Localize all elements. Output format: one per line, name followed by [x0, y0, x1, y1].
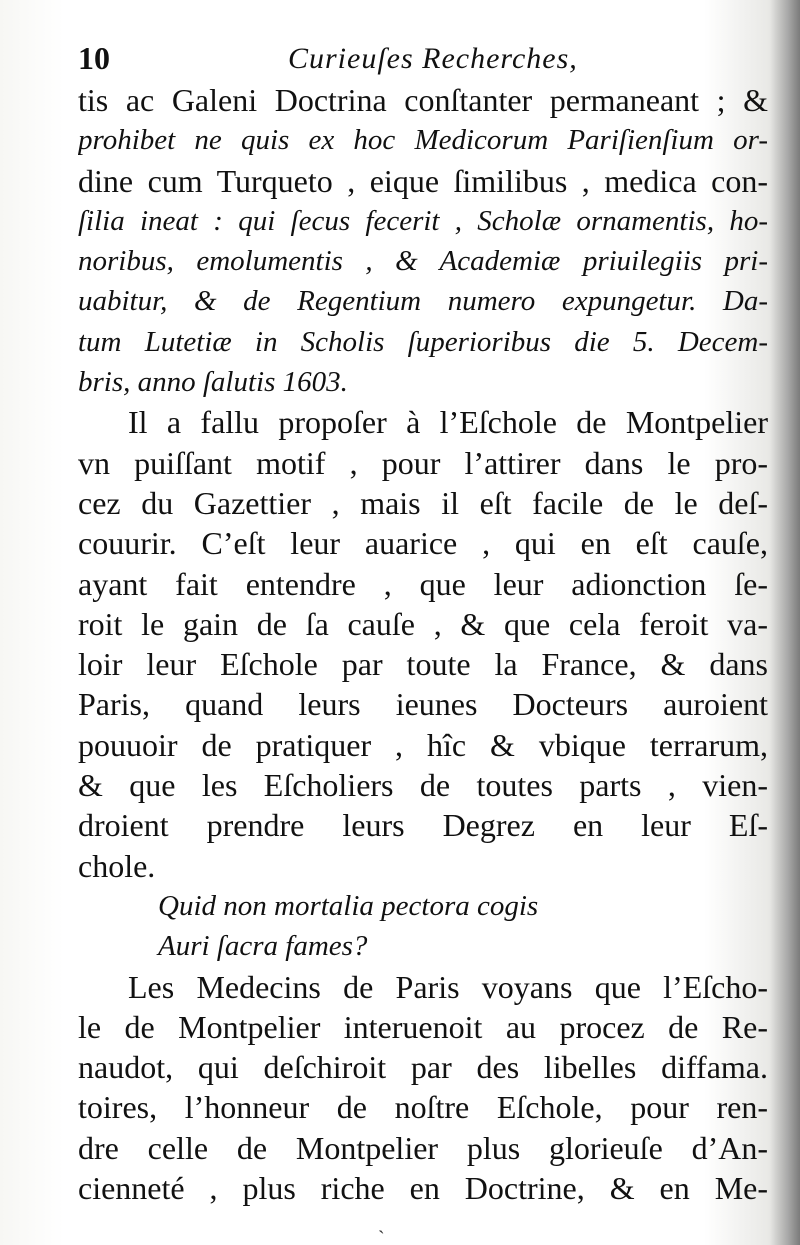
text-line: couurir. C’eſt leur auarice , qui en eſt cauſe,: [78, 525, 768, 562]
text-line: cienneté , plus riche en Doctrine, & en Me-: [78, 1170, 768, 1207]
text-line: prohibet ne quis ex hoc Medicorum Pariſienſium or-: [78, 124, 768, 157]
text-line: vn puiſſant motif , pour l’attirer dans le pro-: [78, 444, 768, 481]
text-line: bris, anno ſalutis 1603.: [78, 366, 348, 399]
paragraph-montpelier-motive: [78, 402, 768, 886]
running-title: Curieuſes Recherches,: [288, 42, 578, 75]
text-line: noribus, emolumentis , & Academiæ priuilegiis pri-: [78, 245, 768, 278]
text-line: ſilia ineat : qui ſecus fecerit , Scholæ ornamentis, ho-: [78, 204, 768, 237]
text-line: Paris, quand leurs ieunes Docteurs auroient: [78, 686, 768, 723]
page-header: [78, 38, 758, 82]
binding-shadow: [770, 0, 800, 1245]
paragraph-paris-physicians: [78, 967, 768, 1209]
text-line: ayant fait entendre , que leur adionction ſe-: [78, 565, 768, 602]
text-line: roit le gain de ſa cauſe , & que cela feroit va-: [78, 605, 768, 642]
text-line: tis ac Galeni Doctrina conſtanter permaneant ; &: [78, 82, 768, 118]
text-line: toires, l’honneur de noſtre Eſchole, pour ren-: [78, 1089, 768, 1126]
text-line: pouuoir de pratiquer , hîc & vbique terrarum,: [78, 726, 768, 763]
text-line: naudot, qui deſchiroit par des libelles diffama.: [78, 1049, 768, 1086]
paragraph-latin-decree: [78, 80, 768, 402]
verse-quotation: [78, 886, 768, 967]
text-line: cez du Gazettier , mais il eſt facile de le deſ-: [78, 484, 768, 521]
text-line: dre celle de Montpelier plus glorieuſe d’An-: [78, 1129, 768, 1166]
text-line: chole.: [78, 847, 156, 884]
text-line: le de Montpelier interuenoit au procez de Re-: [78, 1008, 768, 1045]
quote-line: Auri ſacra fames?: [158, 930, 368, 963]
body-text: [78, 80, 768, 1208]
text-line: dine cum Turqueto , eique ſimilibus , medica con-: [78, 162, 768, 199]
text-line: Les Medecins de Paris voyans que l’Eſcho-: [128, 968, 768, 1005]
footer-mark: ˎ: [378, 1210, 385, 1234]
text-line: droient prendre leurs Degrez en leur Eſ-: [78, 807, 768, 844]
text-line: loir leur Eſchole par toute la France, & dans: [78, 646, 768, 683]
text-line: uabitur, & de Regentium numero expungetur. Da-: [78, 285, 768, 318]
quote-line: Quid non mortalia pectora cogis: [158, 889, 539, 922]
page-number: 10: [78, 40, 110, 76]
text-line: tum Lutetiæ in Scholis ſuperioribus die 5. Decem-: [78, 325, 768, 358]
text-line: & que les Eſcholiers de toutes parts , vien-: [78, 767, 768, 804]
text-line: Il a fallu propoſer à l’Eſchole de Montpelier: [128, 404, 768, 441]
